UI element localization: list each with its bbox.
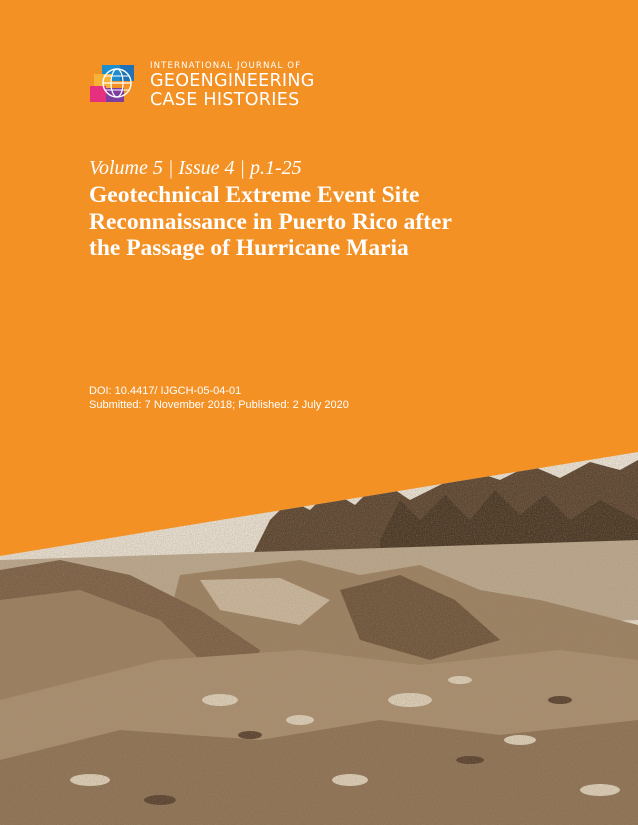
volume-issue-pages: Volume 5 | Issue 4 | p.1-25	[89, 157, 302, 179]
journal-logo-icon	[90, 62, 136, 104]
article-title-line: the Passage of Hurricane Maria	[89, 235, 409, 261]
article-meta	[89, 385, 349, 412]
doi-text: DOI: 10.4417/ IJGCH-05-04-01	[89, 385, 242, 397]
journal-name-line1: INTERNATIONAL JOURNAL OF	[150, 61, 302, 71]
article-title-line: Reconnaissance in Puerto Rico after	[89, 208, 452, 235]
article-title-line: Geotechnical Extreme Event Site	[89, 182, 420, 208]
submission-dates: Submitted: 7 November 2018; Published: 2 July 2020	[89, 398, 349, 411]
journal-name-line2: GEOENGINEERING	[150, 71, 315, 91]
journal-name-line3: CASE HISTORIES	[150, 90, 300, 110]
article-title	[89, 182, 539, 262]
journal-name	[150, 61, 315, 110]
